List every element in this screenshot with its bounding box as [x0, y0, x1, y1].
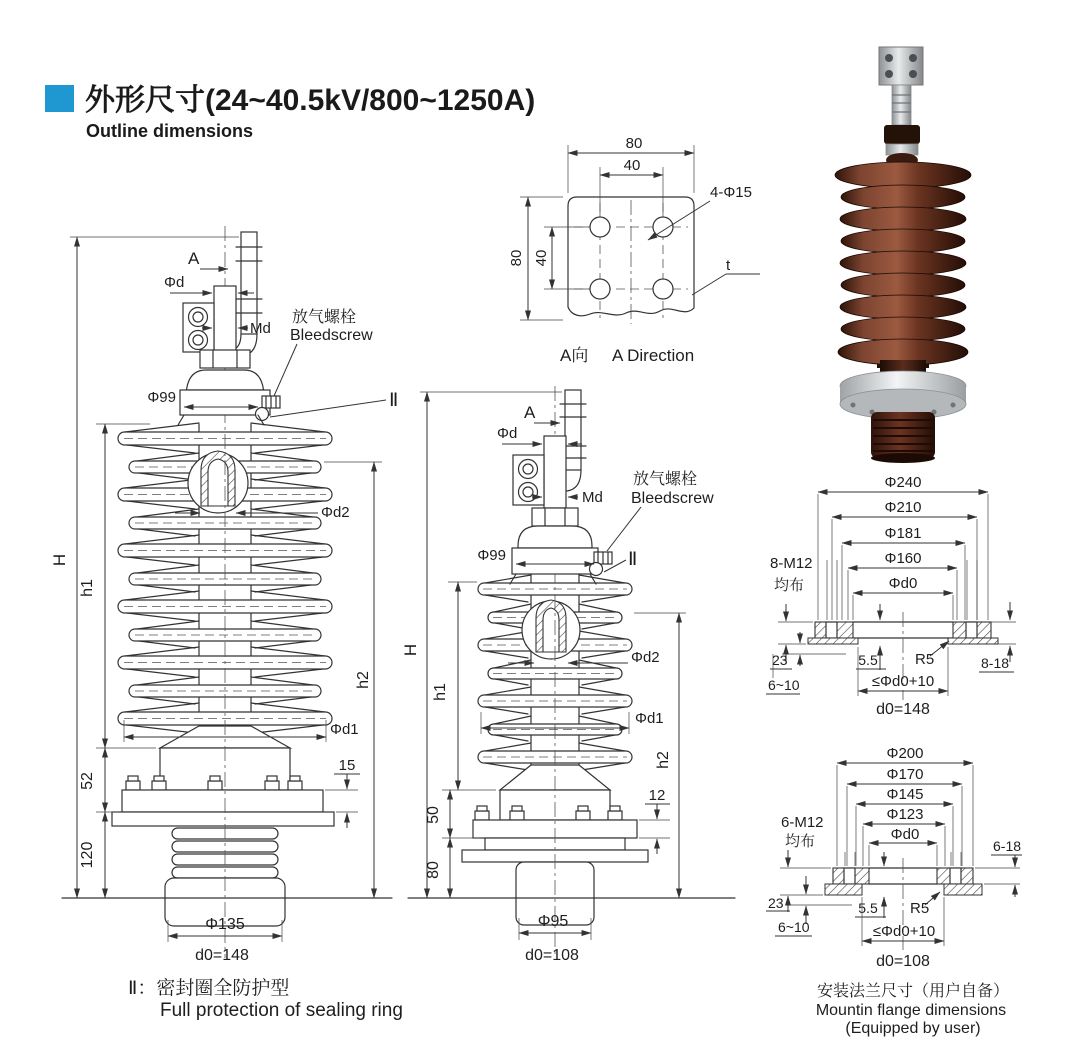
label-bolts-a-2: 均布 [774, 577, 805, 594]
label-4-phi15: 4-Φ15 [710, 184, 752, 201]
dim-h1-left: h1 [79, 579, 96, 597]
bushing-drawing-small [401, 386, 735, 964]
dim-topview-40: 40 [623, 157, 641, 174]
label-view-a-mid: A [524, 403, 536, 422]
label-thickness-t: t [726, 257, 731, 274]
note-seal-en: Full protection of sealing ring [160, 1000, 403, 1021]
dim-h2-mid: h2 [655, 751, 672, 769]
bushing-drawing-large [50, 226, 398, 964]
page-subtitle: Outline dimensions [86, 121, 254, 141]
caption-a-direction-en: A Direction [612, 346, 695, 365]
dim-H-mid: H [401, 643, 420, 657]
label-view-a-left: A [188, 249, 200, 268]
label-seal-mark-left: Ⅱ [389, 390, 399, 411]
page-title: 外形尺寸(24~40.5kV/800~1250A) [85, 84, 536, 117]
dim-phid2-left: Φd2 [321, 504, 350, 521]
dim-phid1-mid: Φd1 [635, 710, 664, 727]
dim-6-18: 6-18 [993, 838, 1022, 854]
dim-phi95-mid: Φ95 [537, 913, 569, 930]
dim-23-b: 23 [768, 895, 784, 911]
dim-d0-a: d0=148 [876, 701, 930, 718]
dim-phi135-left: Φ135 [205, 916, 245, 933]
label-bolts-b-2: 均布 [785, 833, 816, 850]
label-phi99-mid: Φ99 [477, 547, 506, 564]
notes [128, 977, 1009, 1037]
dim-phi210: Φ210 [884, 499, 922, 516]
dim-80-mid: 80 [425, 861, 442, 879]
label-bleedscrew-en-left: Bleedscrew [290, 327, 373, 344]
dim-phid0-b: Φd0 [890, 826, 920, 843]
dim-foot-hole-b: ≤Φd0+10 [872, 923, 936, 940]
dim-phi200: Φ200 [886, 745, 924, 762]
product-photo-porcelain-bushing [835, 47, 971, 463]
dim-50-mid: 50 [425, 806, 442, 824]
dim-d0-mid: d0=108 [525, 947, 579, 964]
title-accent-square [45, 85, 74, 112]
dim-15-left: 15 [338, 757, 356, 774]
label-md-mid: Md [582, 489, 603, 506]
dim-phi240: Φ240 [884, 474, 922, 491]
label-bleedscrew-en-mid: Bleedscrew [631, 490, 714, 507]
dim-23-a: 23 [772, 652, 788, 668]
dim-phid2-mid: Φd2 [631, 649, 660, 666]
note-flange-zh: 安装法兰尺寸（用户自备） [816, 983, 1010, 1000]
note-seal-zh: Ⅱ：密封圈全防护型 [128, 978, 290, 999]
label-md-left: Md [250, 320, 271, 337]
label-phid-mid: Φd [497, 425, 518, 442]
dim-phi123: Φ123 [886, 806, 924, 823]
page-title-block [45, 84, 535, 141]
label-bolts-a-1: 8-M12 [770, 555, 813, 572]
dim-h2-left: h2 [355, 671, 372, 689]
dim-52-left: 52 [79, 772, 96, 790]
dim-d0-left: d0=148 [195, 947, 249, 964]
dim-r5-a: R5 [915, 651, 935, 668]
dim-topview-80v: 80 [508, 249, 525, 267]
label-bolts-b-1: 6-M12 [781, 814, 824, 831]
dim-phi145: Φ145 [886, 786, 924, 803]
dim-5-5-a: 5.5 [858, 652, 878, 668]
dim-phid1-left: Φd1 [330, 721, 359, 738]
dim-d0-b: d0=108 [876, 953, 930, 970]
dim-12-mid: 12 [648, 787, 666, 804]
dim-6-10-a: 6~10 [768, 677, 800, 693]
dim-H-left: H [50, 553, 69, 567]
dim-h1-mid: h1 [432, 683, 449, 701]
label-bleedscrew-zh-mid: 放气螺栓 [633, 471, 698, 488]
dim-phi160: Φ160 [884, 550, 922, 567]
label-phid-left: Φd [164, 274, 185, 291]
dim-5-5-b: 5.5 [858, 900, 878, 916]
label-bleedscrew-zh-left: 放气螺栓 [292, 309, 357, 326]
dim-phid0-a: Φd0 [888, 575, 918, 592]
dim-8-18: 8-18 [981, 655, 1010, 671]
label-phi99-left: Φ99 [147, 389, 176, 406]
flange-top-view-drawing [508, 135, 760, 365]
caption-a-direction-zh: A向 [560, 346, 589, 365]
note-flange-en2: (Equipped by user) [845, 1020, 981, 1037]
dim-phi181: Φ181 [884, 525, 922, 542]
dim-r5-b: R5 [910, 900, 930, 917]
label-seal-mark-mid: Ⅱ [628, 549, 638, 570]
mounting-flange-section-d0-148 [766, 474, 1016, 718]
dim-topview-40v: 40 [533, 249, 550, 267]
base-bolts [126, 776, 302, 790]
dim-6-10-b: 6~10 [778, 919, 810, 935]
dim-120-left: 120 [79, 841, 96, 869]
dim-foot-hole-a: ≤Φd0+10 [871, 673, 935, 690]
note-flange-en1: Mountin flange dimensions [815, 1002, 1007, 1019]
dim-phi170: Φ170 [886, 766, 924, 783]
mounting-flange-section-d0-108 [766, 745, 1022, 970]
dim-topview-80: 80 [625, 135, 643, 152]
